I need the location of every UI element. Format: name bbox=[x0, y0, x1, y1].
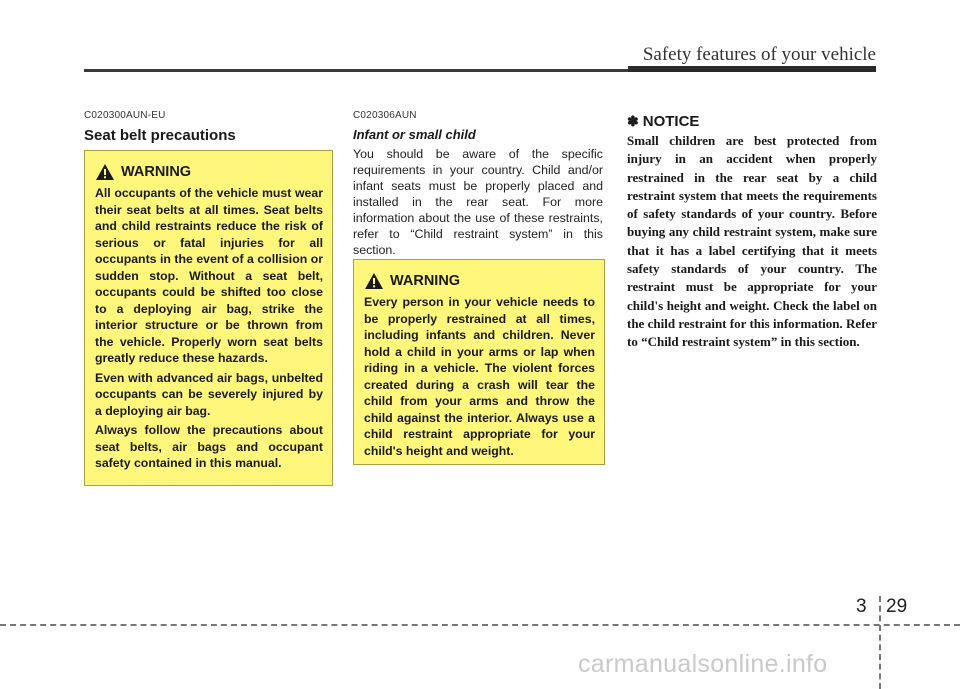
warning-paragraph: Even with advanced air bags, unbelted occupants can be severely injured by a deploying air bag. bbox=[95, 370, 323, 418]
warning-paragraph: Always follow the precautions about seat belts, air bags and occupant safety contained in this manual. bbox=[95, 423, 323, 470]
footer-divider bbox=[879, 596, 881, 689]
warning-title: WARNING bbox=[121, 164, 192, 180]
section-heading: Seat belt precautions bbox=[84, 127, 236, 144]
warning-triangle-icon bbox=[95, 163, 115, 181]
warning-triangle-icon bbox=[364, 272, 384, 290]
watermark: carmanualsonline.info bbox=[578, 650, 828, 678]
warning-box-seat-belt bbox=[84, 150, 333, 486]
column-notice bbox=[627, 110, 877, 352]
section-body: You should be aware of the specific requirements in your country. Child and/or infant seats must be properly placed and installed in the rear seat. For more information about the use of these restraints, refer to “Child restraint system” in this section. bbox=[353, 147, 603, 257]
notice-title: NOTICE bbox=[642, 113, 700, 130]
warning-box-infant bbox=[353, 259, 605, 465]
column-infant bbox=[353, 110, 603, 258]
warning-title: WARNING bbox=[390, 273, 461, 289]
warning-paragraph: Every person in your vehicle needs to be properly restrained at all times, including infants and children. Never hold a child in your arms or lap when riding in a vehicle. The violent forces created during a crash will tear the child from your arms and throw the child against the interior. Always use a child restraint appropriate for your child's height and weight. bbox=[364, 295, 595, 458]
page-number: 29 bbox=[886, 596, 908, 617]
notice-text: Small children are best protected from injury in an accident when properly restrained in the rear seat by a child restraint system that meets the requirements of safety standards of your country. Before buying any child restraint system, make sure that it has a label certifying that it meets safety standards of your country. The restraint must be appropriate for your child's height and weight. Check the label on the child restraint for this information. Refer to “Child restraint system” in this section. bbox=[627, 133, 877, 350]
footer-rule bbox=[0, 624, 960, 626]
section-code: C020306AUN bbox=[353, 110, 417, 121]
warning-paragraph: All occupants of the vehicle must wear their seat belts at all times. Seat belts and child restraints reduce the risk of serious or fatal injuries for all occupants in the event of a collision or sudden stop. Without a seat belt, occupants could be shifted too close to a deploying air bag, strike the interior structure or be thrown from the vehicle. Properly worn seat belts greatly reduce these hazards. bbox=[95, 186, 323, 365]
column-seat-belt bbox=[84, 110, 334, 144]
asterisk-icon: ✽ bbox=[627, 113, 639, 129]
chapter-number: 3 bbox=[856, 596, 867, 617]
section-subheading: Infant or small child bbox=[353, 127, 476, 142]
header-title: Safety features of your vehicle bbox=[642, 44, 876, 65]
notice-heading bbox=[627, 113, 877, 130]
header-rule-accent bbox=[628, 66, 876, 72]
warning-header bbox=[364, 272, 595, 290]
section-code: C020300AUN-EU bbox=[84, 110, 166, 121]
warning-header bbox=[95, 163, 323, 181]
